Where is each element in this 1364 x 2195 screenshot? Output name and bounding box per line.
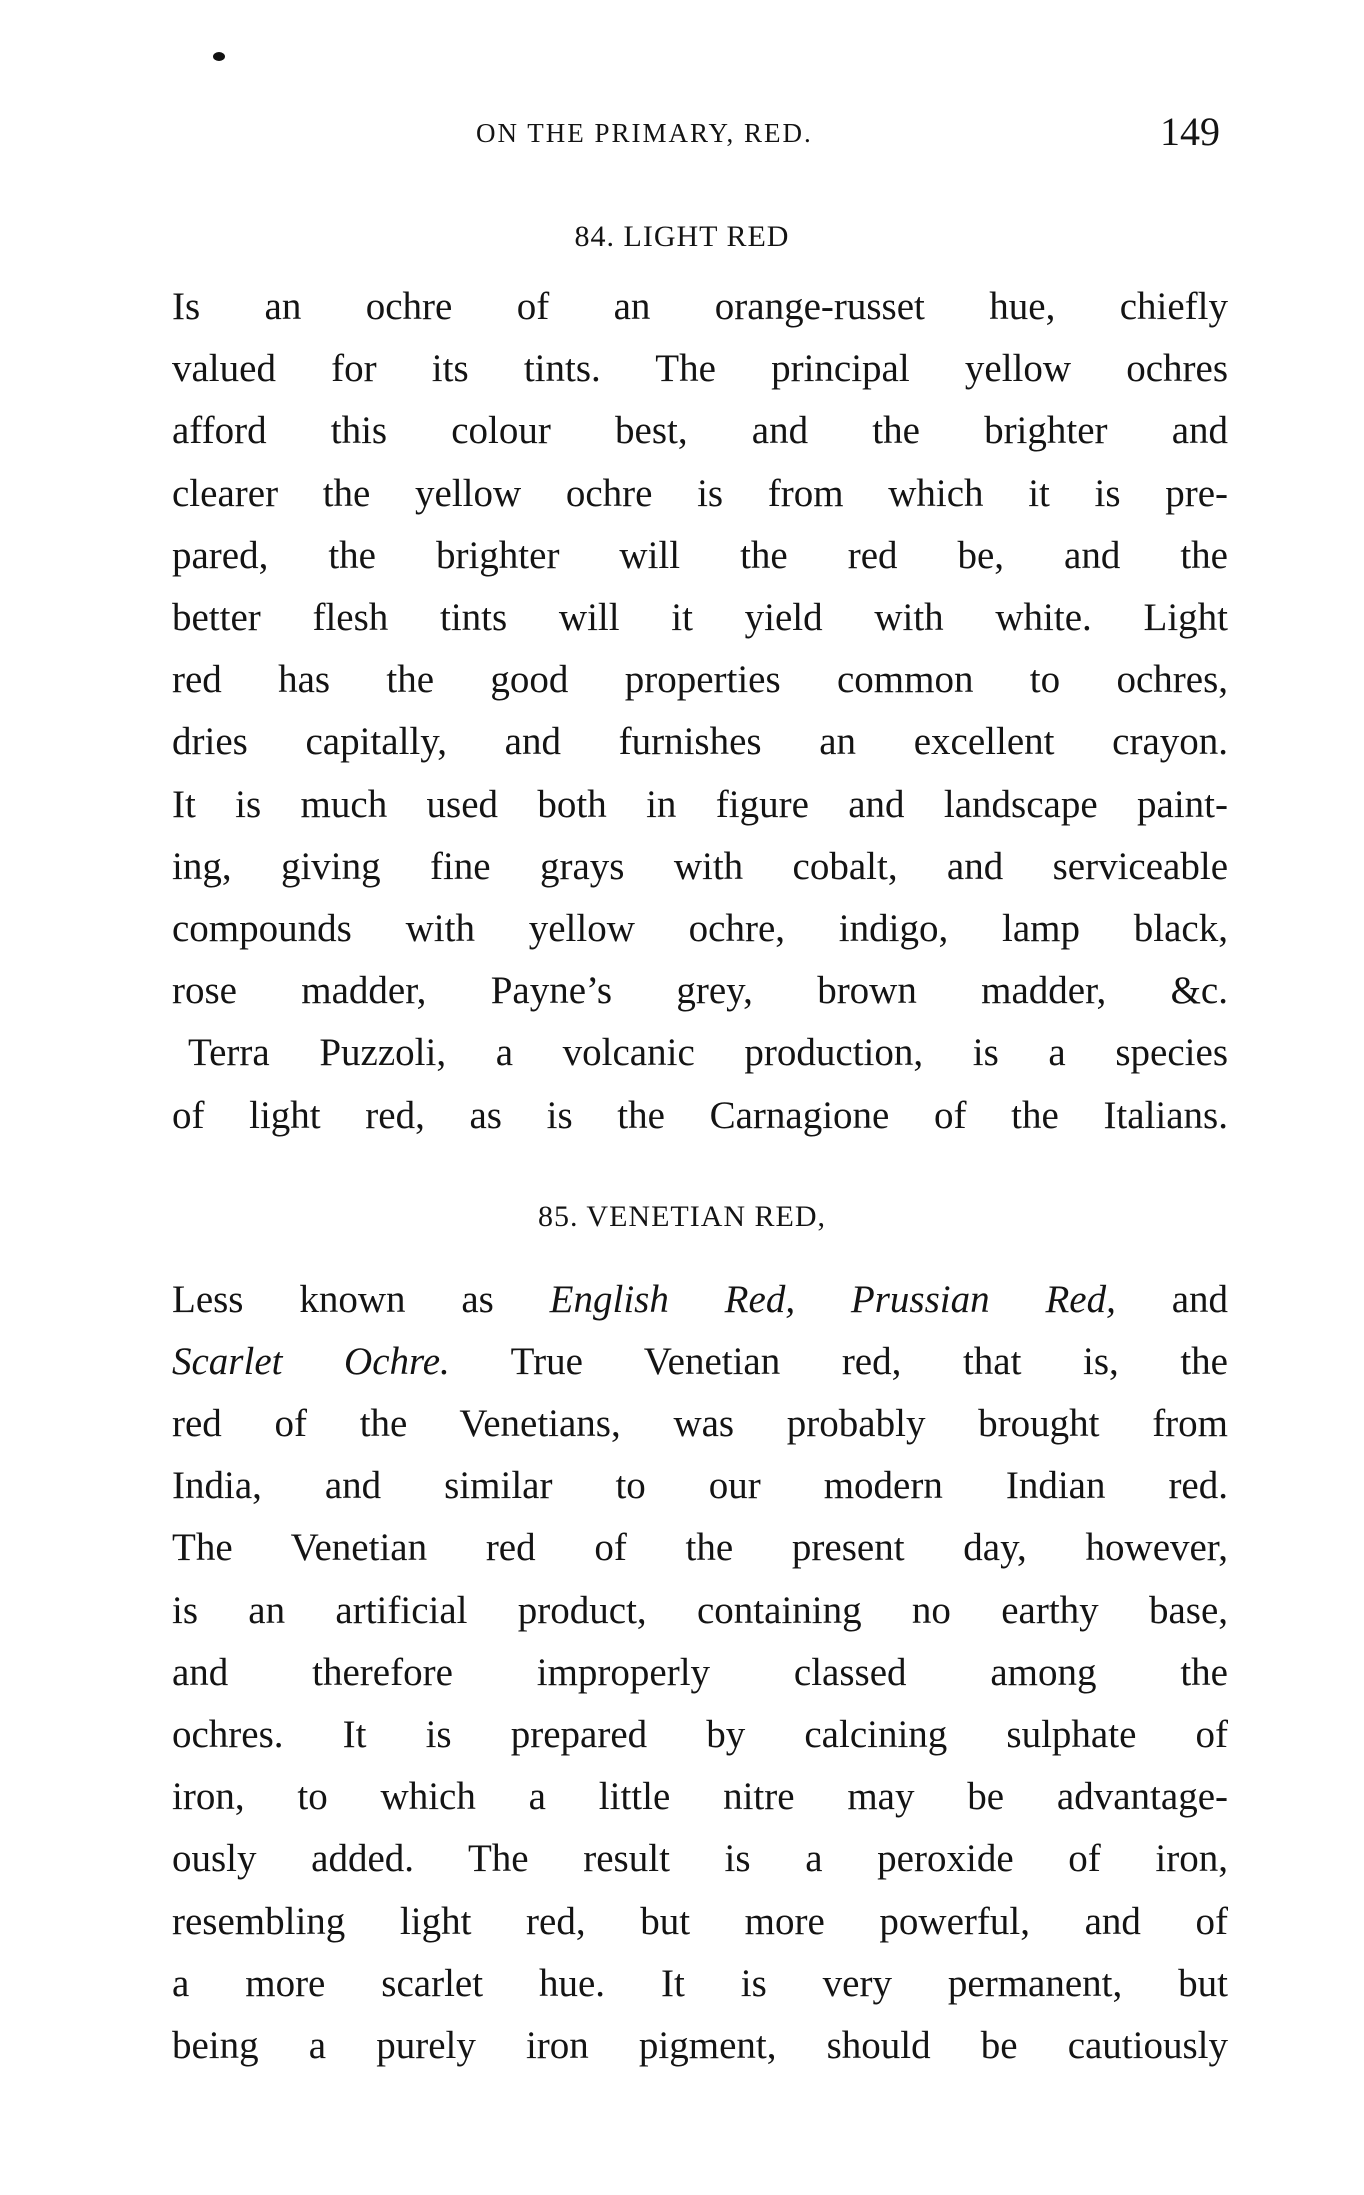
ink-blot xyxy=(213,52,225,61)
text-line: Terra Puzzoli, a volcanic production, is a species xyxy=(188,1031,1228,1075)
text-line: resembling light red, but more powerful, and of xyxy=(172,1899,1228,1943)
italic-text: Prussian Red, xyxy=(850,1278,1116,1321)
italic-text: Scarlet Ochre. xyxy=(172,1340,450,1383)
text-run xyxy=(795,1278,851,1321)
text-run: Less known as xyxy=(172,1278,550,1321)
text-line: ously added. The result is a peroxide of iron, xyxy=(172,1837,1228,1881)
section-heading-light-red: 84. LIGHT RED xyxy=(574,220,790,253)
text-line: Is an ochre of an orange-russet hue, chiefly xyxy=(172,285,1228,328)
text-line: The Venetian red of the present day, however, xyxy=(172,1526,1228,1570)
text-line xyxy=(172,1338,1228,1386)
text-line: ing, giving fine grays with cobalt, and serviceable xyxy=(172,844,1228,888)
text-line: pared, the brighter will the red be, and the xyxy=(172,533,1228,577)
text-line: iron, to which a little nitre may be advantage- xyxy=(172,1775,1228,1819)
text-line: compounds with yellow ochre, indigo, lamp black, xyxy=(172,907,1228,950)
text-run: and xyxy=(1115,1278,1228,1321)
text-line: India, and similar to our modern Indian red. xyxy=(172,1464,1228,1508)
text-line: It is much used both in figure and landscape paint- xyxy=(172,782,1228,826)
text-line: clearer the yellow ochre is from which it is pre- xyxy=(172,471,1228,515)
italic-text: English Red, xyxy=(549,1278,796,1321)
text-line: a more scarlet hue. It is very permanent, but xyxy=(172,1961,1228,2005)
section-heading-venetian-red: 85. VENETIAN RED, xyxy=(537,1200,827,1233)
text-line: red has the good properties common to ochres, xyxy=(172,658,1228,702)
text-line: and therefore improperly classed among the xyxy=(172,1650,1228,1694)
text-line: ochres. It is prepared by calcining sulphate of xyxy=(172,1713,1228,1756)
running-header: ON THE PRIMARY, RED. xyxy=(476,118,813,148)
text-run: True Venetian red, that is, the xyxy=(449,1340,1228,1383)
text-line: being a purely iron pigment, should be cautiously xyxy=(172,2024,1228,2067)
page-number: 149 xyxy=(1160,109,1220,154)
text-line: better flesh tints will it yield with white. Light xyxy=(172,596,1228,639)
text-line: of light red, as is the Carnagione of the Italians. xyxy=(172,1093,1228,1137)
text-line xyxy=(172,1276,1228,1324)
text-line: afford this colour best, and the brighter and xyxy=(172,409,1228,453)
text-line: red of the Venetians, was probably brought from xyxy=(172,1402,1228,1445)
text-line: is an artificial product, containing no earthy base, xyxy=(172,1588,1228,1632)
text-line: rose madder, Payne’s grey, brown madder, &c. xyxy=(172,969,1228,1013)
text-line: valued for its tints. The principal yellow ochres xyxy=(172,347,1228,391)
text-line: dries capitally, and furnishes an excellent crayon. xyxy=(172,720,1228,764)
